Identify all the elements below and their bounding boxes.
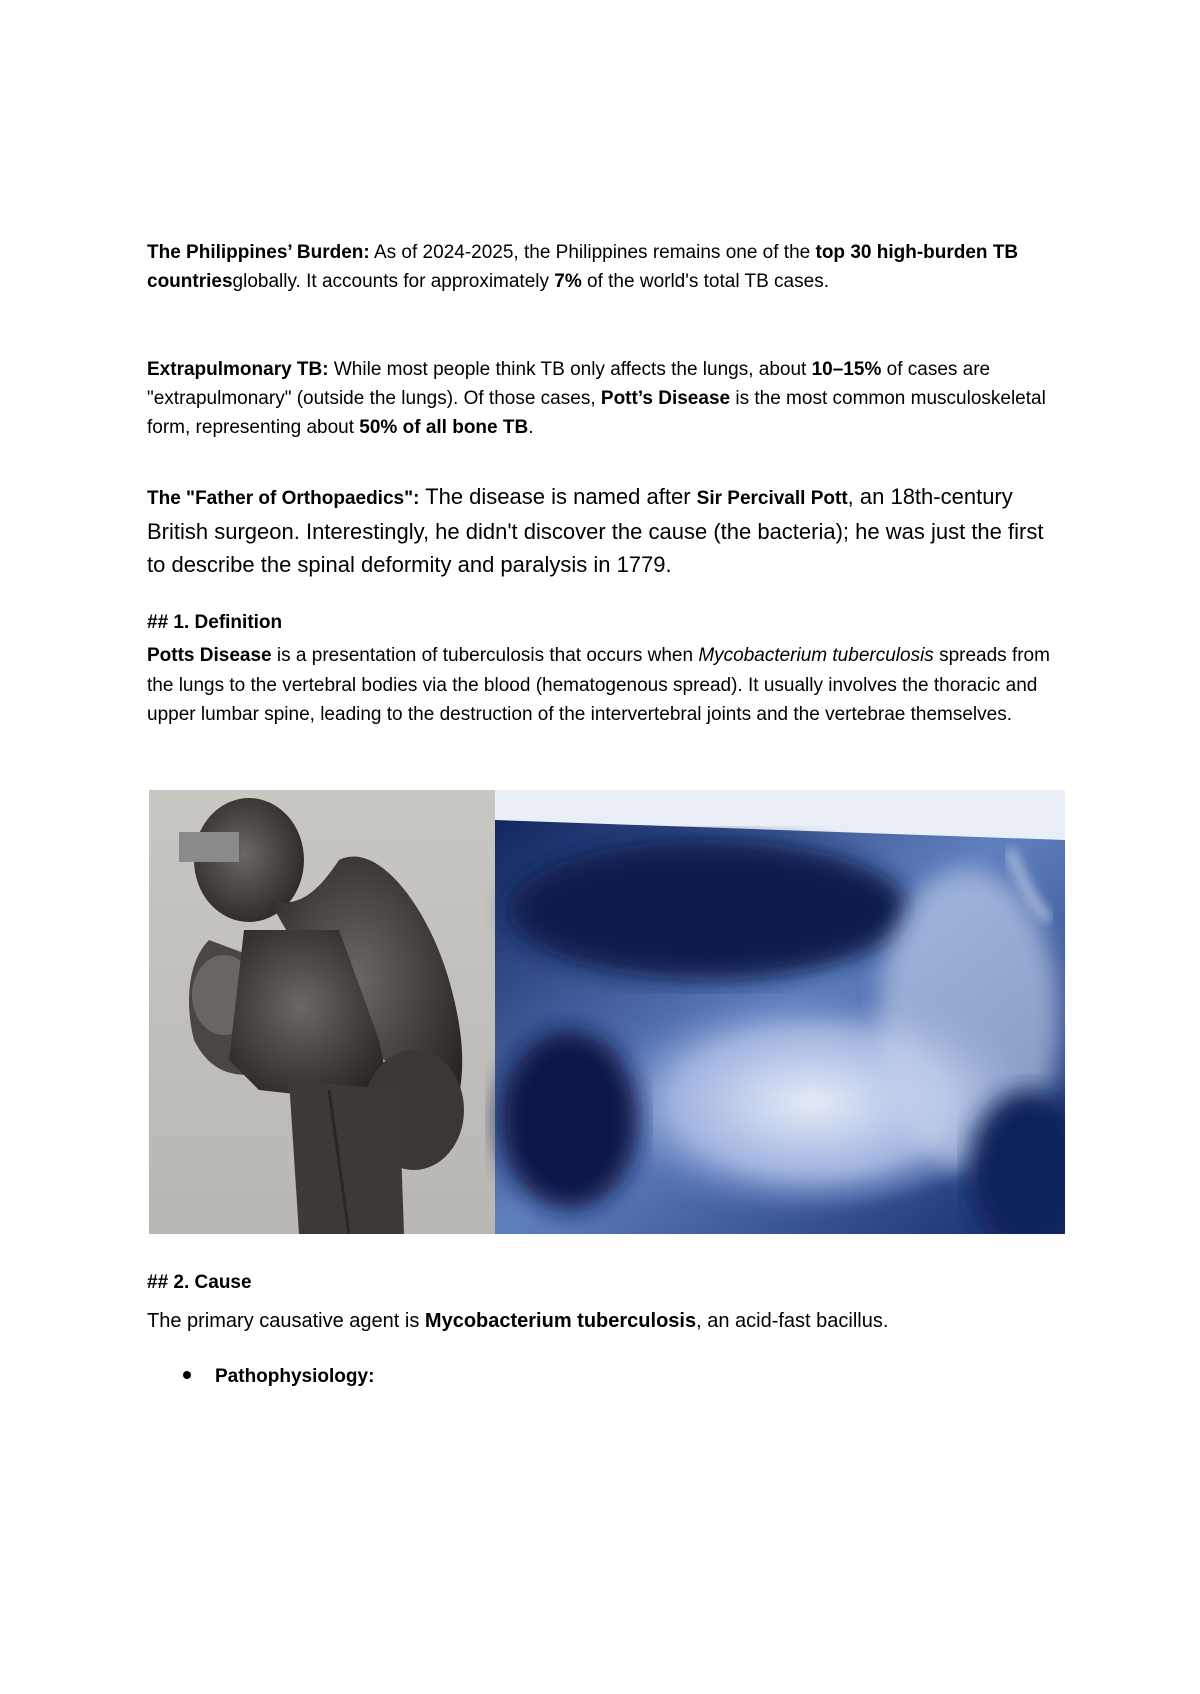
burden-text-3: of the world's total TB cases. <box>581 271 829 292</box>
burden-text-2: globally. It accounts for approximately <box>232 271 555 292</box>
cause-text-1: The primary causative agent is <box>147 1310 425 1332</box>
definition-bold-1: Potts Disease <box>147 645 272 666</box>
extrapulmonary-paragraph <box>147 355 1067 442</box>
burden-bold-1: top 30 high-burden TB countries <box>147 242 1019 292</box>
extrapulmonary-text-4: . <box>528 417 534 438</box>
burden-label: The Philippines’ Burden: <box>147 242 370 263</box>
cause-text-2: , an acid-fast bacillus. <box>696 1310 889 1332</box>
cause-heading: ## 2. Cause <box>147 1272 252 1293</box>
extrapulmonary-bold-3: 50% of all bone TB <box>359 417 529 438</box>
definition-text-1: is a presentation of tuberculosis that occurs when <box>271 645 699 666</box>
pathophysiology-label: Pathophysiology: <box>215 1366 375 1387</box>
extrapulmonary-text-1: While most people think TB only affects the lungs, about <box>328 359 812 380</box>
father-label: The "Father of Orthopaedics": <box>147 488 420 509</box>
patient-photo <box>149 790 495 1234</box>
definition-paragraph <box>147 641 1067 730</box>
pott-disease-figure <box>149 790 1065 1234</box>
father-text-2: , an 18th-century British surgeon. Interestingly, he didn't discover the cause (the bacteria); he was just the first to describe the spinal deformity and paralysis in 1779. <box>147 484 1044 577</box>
father-of-orthopaedics-paragraph <box>147 480 1067 581</box>
definition-heading: ## 1. Definition <box>147 612 283 633</box>
burden-text-1: As of 2024-2025, the Philippines remains one of the <box>369 242 816 263</box>
definition-text-2: spreads from the lungs to the vertebral bodies via the blood (hematogenous spread). It usually involves the thoracic and upper lumbar spine, leading to the destruction of the intervertebral joints and the vertebrae themselves. <box>147 645 1050 725</box>
father-bold-1: Sir Percivall Pott <box>696 488 848 509</box>
father-text-1: The disease is named after <box>419 484 697 509</box>
pathophysiology-bullet <box>183 1362 374 1391</box>
extrapulmonary-text-3: is the most common musculoskeletal form, representing about <box>147 388 1046 438</box>
spine-xray-image <box>495 790 1065 1234</box>
cause-bold-1: Mycobacterium tuberculosis <box>424 1310 697 1332</box>
extrapulmonary-text-2: of cases are "extrapulmonary" (outside the lungs). Of those cases, <box>147 359 991 409</box>
cause-paragraph <box>147 1306 1067 1336</box>
philippines-burden-paragraph <box>147 238 1067 296</box>
extrapulmonary-bold-2: Pott’s Disease <box>600 388 731 409</box>
extrapulmonary-bold-1: 10–15% <box>811 359 882 380</box>
extrapulmonary-label: Extrapulmonary TB: <box>147 359 329 380</box>
bullet-dot-icon <box>183 1371 191 1379</box>
burden-bold-2: 7% <box>554 271 582 292</box>
redaction-bar <box>179 832 239 862</box>
definition-italic-1: Mycobacterium tuberculosis <box>698 645 934 666</box>
